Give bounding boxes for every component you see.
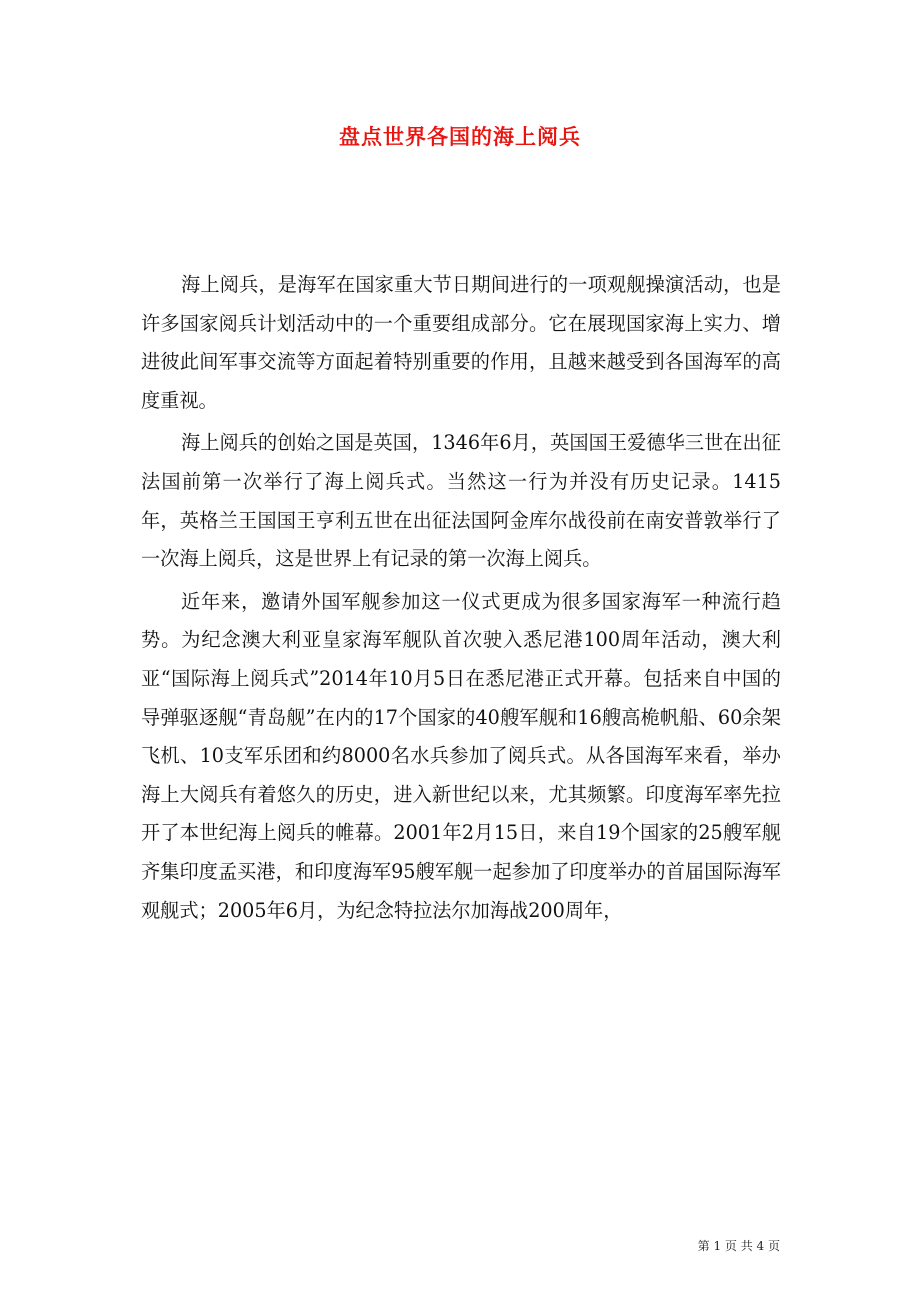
paragraph-1: 海上阅兵，是海军在国家重大节日期间进行的一项观舰操演活动，也是许多国家阅兵计划活动中的一个重要组成部分。它在展现国家海上实力、增进彼此间军事交流等方面起着特别重要的作用，且越来越受到各国海军的高度重视。	[141, 273, 781, 412]
paragraph-3: 近年来，邀请外国军舰参加这一仪式更成为很多国家海军一种流行趋势。为纪念澳大利亚皇家海军舰队首次驶入悉尼港100周年活动，澳大利亚“国际海上阅兵式”2014年10月5日在悉尼港正式开幕。包括来自中国的导弹驱逐舰“青岛舰”在内的17个国家的40艘军舰和16艘高桅帆船、60余架飞机、10支军乐团和约8000名水兵参加了阅兵式。从各国海军来看，举办海上大阅兵有着悠久的历史，进入新世纪以来，尤其频繁。印度海军率先拉开了本世纪海上阅兵的帷幕。2001年2月15日，来自19个国家的25艘军舰齐集印度孟买港，和印度海军95艘军舰一起参加了印度举办的首届国际海军观舰式；2005年6月，为纪念特拉法尔加海战200周年，	[141, 589, 781, 922]
page-title: 盘点世界各国的海上阅兵	[339, 124, 581, 149]
paragraph-2: 海上阅兵的创始之国是英国，1346年6月，英国国王爱德华三世在出征法国前第一次举行了海上阅兵式。当然这一行为并没有历史记录。1415年，英格兰王国国王亨利五世在出征法国阿金库尔战役前在南安普敦举行了一次海上阅兵，这是世界上有记录的第一次海上阅兵。	[141, 431, 781, 571]
page-footer: 第 1 页 共 4 页	[697, 1239, 780, 1253]
document-body	[141, 266, 781, 934]
